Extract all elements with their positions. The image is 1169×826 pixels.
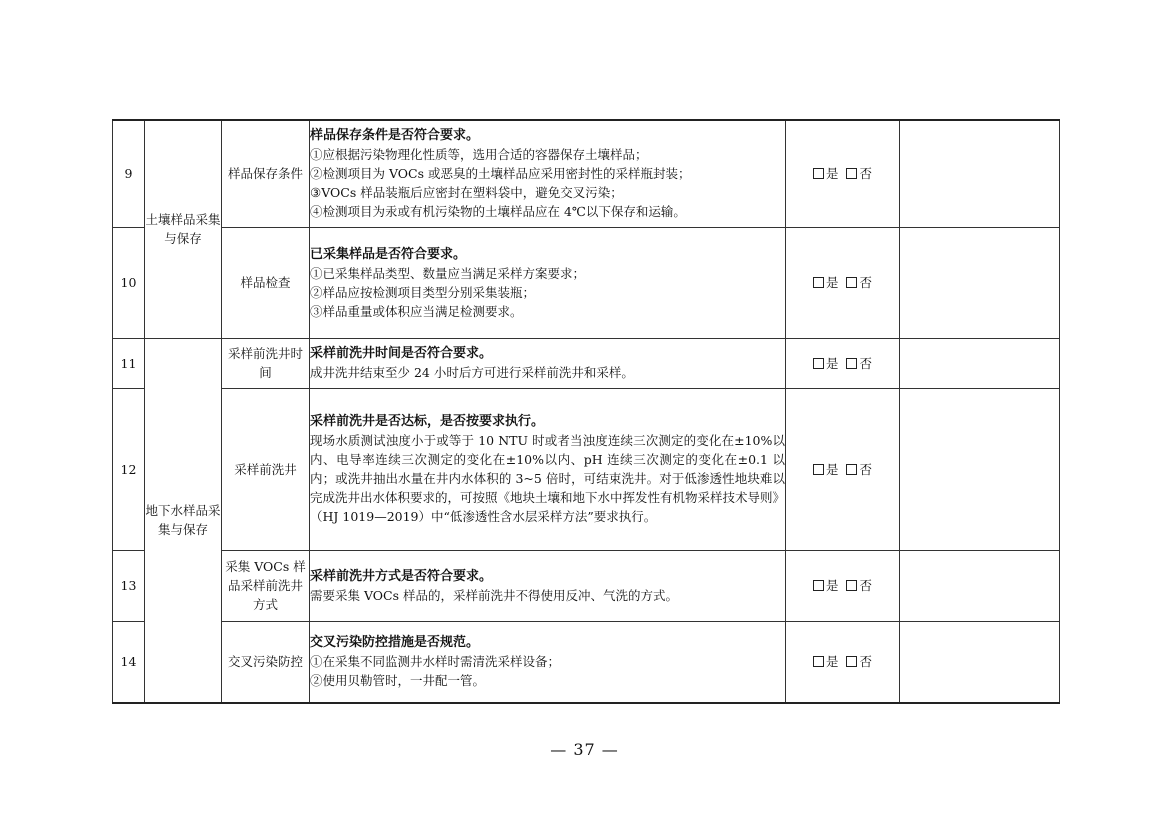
checkbox-icon (813, 168, 824, 179)
check-item: 采样前洗井 (222, 388, 310, 550)
requirement-line: ①在采集不同监测井水样时需清洗采样设备； (310, 654, 561, 670)
requirement-line: ④检测项目为汞或有机污染物的土壤样品应在 4℃以下保存和运输。 (310, 204, 686, 220)
yes-no-check (786, 550, 900, 621)
checkbox-icon (846, 580, 857, 591)
checklist-table (112, 119, 1060, 704)
yes-no-check (786, 227, 900, 338)
requirement-title: 已采集样品是否符合要求。 (310, 246, 467, 262)
requirement (310, 388, 786, 550)
requirement-line: ②样品应按检测项目类型分别采集装瓶； (310, 284, 536, 300)
yes-no-check (786, 621, 900, 703)
table-row (113, 338, 1060, 388)
yes-option[interactable]: 是 (813, 576, 839, 595)
check-item: 样品检查 (222, 227, 310, 338)
no-option[interactable]: 否 (846, 652, 872, 671)
requirement-line: ②使用贝勒管时，一井配一管。 (310, 673, 486, 689)
checkbox-icon (813, 464, 824, 475)
no-option[interactable]: 否 (846, 576, 872, 595)
requirement-line: 需要采集 VOCs 样品的，采样前洗井不得使用反冲、气洗的方式。 (310, 587, 678, 603)
row-number: 13 (113, 550, 145, 621)
requirement (310, 338, 786, 388)
row-number: 11 (113, 338, 145, 388)
category-groundwater: 地下水样品采集与保存 (145, 338, 222, 703)
remark-cell (900, 338, 1060, 388)
table-row (113, 550, 1060, 621)
requirement-title: 样品保存条件是否符合要求。 (310, 128, 480, 144)
table-row (113, 388, 1060, 550)
category-soil: 土壤样品采集与保存 (145, 120, 222, 338)
row-number: 14 (113, 621, 145, 703)
row-number: 9 (113, 120, 145, 227)
remark-cell (900, 227, 1060, 338)
check-item: 采样前洗井时间 (222, 338, 310, 388)
yes-option[interactable]: 是 (813, 164, 839, 183)
requirement-title: 交叉污染防控措施是否规范。 (310, 635, 480, 651)
checkbox-icon (846, 168, 857, 179)
yes-no-check (786, 338, 900, 388)
yes-option[interactable]: 是 (813, 354, 839, 373)
check-item: 样品保存条件 (222, 120, 310, 227)
table-row (113, 120, 1060, 227)
no-option[interactable]: 否 (846, 460, 872, 479)
yes-option[interactable]: 是 (813, 460, 839, 479)
page-number: — 37 — (550, 740, 619, 759)
checkbox-icon (846, 656, 857, 667)
requirement-title: 采样前洗井方式是否符合要求。 (310, 568, 493, 584)
check-item: 采集 VOCs 样品采样前洗井方式 (222, 550, 310, 621)
no-option[interactable]: 否 (846, 354, 872, 373)
table-row (113, 227, 1060, 338)
table-row (113, 621, 1060, 703)
no-option[interactable]: 否 (846, 164, 872, 183)
remark-cell (900, 621, 1060, 703)
checkbox-icon (813, 277, 824, 288)
requirement-title: 采样前洗井时间是否符合要求。 (310, 346, 493, 361)
remark-cell (900, 388, 1060, 550)
yes-no-check (786, 120, 900, 227)
no-option[interactable]: 否 (846, 273, 872, 292)
remark-cell (900, 550, 1060, 621)
requirement-line: 成井洗井结束至少 24 小时后方可进行采样前洗井和采样。 (310, 365, 634, 380)
requirement-title: 采样前洗井是否达标，是否按要求执行。 (310, 414, 545, 429)
checkbox-icon (813, 358, 824, 369)
checkbox-icon (846, 277, 857, 288)
row-number: 12 (113, 388, 145, 550)
requirement (310, 550, 786, 621)
row-number: 10 (113, 227, 145, 338)
requirement-line: ①应根据污染物理化性质等，选用合适的容器保存土壤样品； (310, 147, 648, 163)
requirement-line: ③VOCs 样品装瓶后应密封在塑料袋中，避免交叉污染； (310, 185, 623, 201)
requirement-line: ①已采集样品类型、数量应当满足采样方案要求； (310, 265, 586, 281)
requirement (310, 120, 786, 227)
checkbox-icon (846, 464, 857, 475)
requirement-line: ③样品重量或体积应当满足检测要求。 (310, 303, 523, 319)
requirement (310, 227, 786, 338)
checkbox-icon (813, 656, 824, 667)
requirement (310, 621, 786, 703)
requirement-line: 现场水质测试浊度小于或等于 10 NTU 时或者当浊度连续三次测定的变化在±10%以内、电导率连续三次测定的变化在±10%以内、pH 连续三次测定的变化在±0.1 以内；或洗井抽出水量在井内水体积的 3~5 倍时，可结束洗井。对于低渗透性地块难以完成洗井出水体积要求的，可按照《地块土壤和地下水中挥发性有机物采样技术导则》（HJ 1019—2019）中“低渗透性含水层采样方法”要求执行。 (310, 433, 786, 524)
check-item: 交叉污染防控 (222, 621, 310, 703)
yes-option[interactable]: 是 (813, 652, 839, 671)
requirement-line: ②检测项目为 VOCs 或恶臭的土壤样品应采用密封性的采样瓶封装； (310, 166, 691, 182)
checkbox-icon (846, 358, 857, 369)
checkbox-icon (813, 580, 824, 591)
remark-cell (900, 120, 1060, 227)
yes-option[interactable]: 是 (813, 273, 839, 292)
yes-no-check (786, 388, 900, 550)
